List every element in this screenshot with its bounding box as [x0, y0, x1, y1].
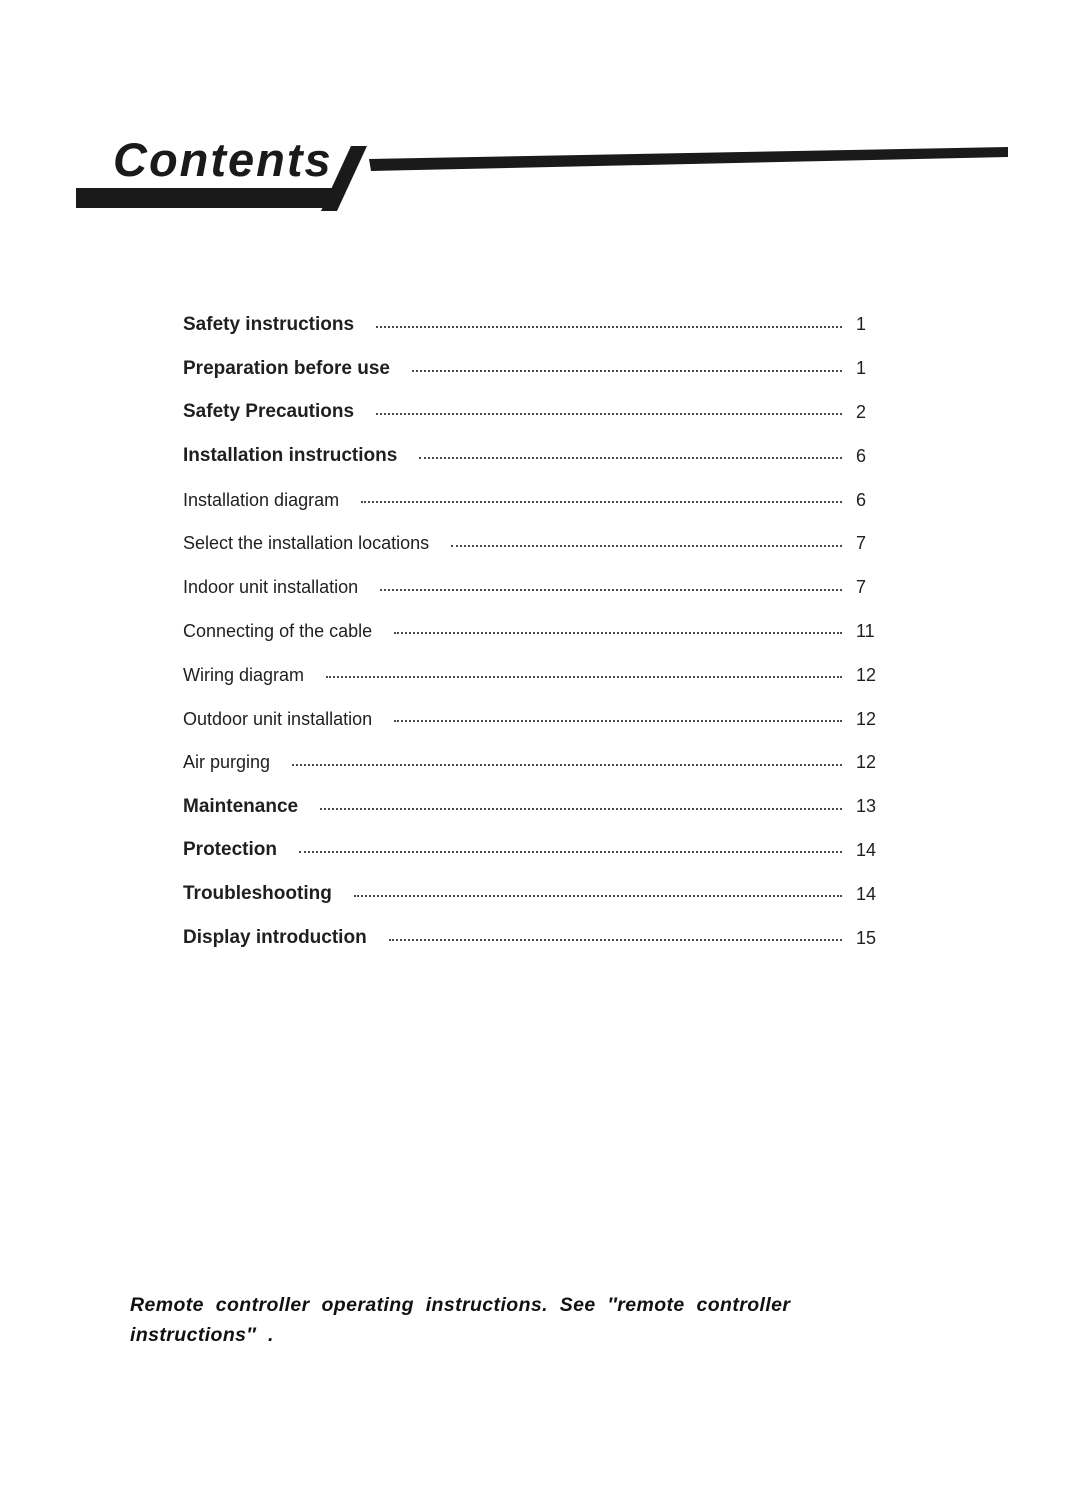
toc-entry-label: Wiring diagram	[183, 664, 305, 685]
toc-dot-leader	[292, 764, 842, 766]
toc-entry-page: 12	[856, 752, 877, 773]
toc-entry-page: 1	[856, 314, 867, 335]
toc-entry-page: 14	[856, 883, 877, 904]
footer-note-line1: Remote controller operating instructions. See ″remote controller	[130, 1294, 791, 1316]
toc-entry-page: 6	[856, 489, 867, 510]
toc-entry-label: Installation diagram	[183, 489, 340, 510]
toc-entry-label: Preparation before use	[183, 357, 390, 379]
header-decoration-lines	[0, 0, 1083, 240]
toc-entry	[183, 829, 890, 873]
toc-entry-page: 1	[856, 358, 867, 379]
toc-dot-leader	[320, 808, 842, 810]
toc-entry-label: Indoor unit installation	[183, 577, 359, 598]
toc-entry-label: Select the installation locations	[183, 533, 430, 554]
toc-entry	[183, 697, 890, 741]
toc-entry	[183, 566, 890, 610]
toc-list	[183, 303, 890, 960]
toc-entry	[183, 653, 890, 697]
contents-header	[0, 0, 1083, 240]
toc-entry-page: 2	[856, 401, 867, 422]
toc-entry-page: 14	[856, 839, 877, 860]
toc-dot-leader	[380, 589, 842, 591]
toc-entry-label: Installation instructions	[183, 445, 398, 467]
toc-entry	[183, 478, 890, 522]
toc-entry-label: Air purging	[183, 752, 271, 773]
page-title: Contents	[113, 133, 333, 186]
toc-entry-page: 13	[856, 796, 877, 817]
toc-entry-label: Display introduction	[183, 927, 367, 949]
toc-entry-page: 7	[856, 577, 867, 598]
toc-entry-label: Protection	[183, 839, 277, 861]
toc-entry	[183, 434, 890, 478]
toc-entry	[183, 741, 890, 785]
toc-entry-page: 7	[856, 533, 867, 554]
toc-dot-leader	[451, 545, 842, 547]
toc-dot-leader	[394, 632, 842, 634]
toc-entry	[183, 303, 890, 347]
toc-entry-page: 12	[856, 708, 877, 729]
toc-entry	[183, 522, 890, 566]
toc-entry-label: Maintenance	[183, 795, 299, 817]
toc-entry-label: Safety Precautions	[183, 401, 355, 423]
toc-dot-leader	[419, 457, 842, 459]
footer-note-line2: instructions″ .	[130, 1324, 274, 1347]
toc-dot-leader	[376, 326, 842, 328]
toc-dot-leader	[394, 720, 842, 722]
toc-dot-leader	[354, 895, 842, 897]
toc-entry	[183, 610, 890, 654]
toc-entry-label: Safety instructions	[183, 313, 355, 335]
footer-note	[130, 1290, 930, 1350]
toc-entry	[183, 391, 890, 435]
toc-entry-label: Troubleshooting	[183, 883, 332, 905]
toc-entry	[183, 872, 890, 916]
toc-dot-leader	[326, 676, 842, 678]
toc-entry-label: Outdoor unit installation	[183, 708, 373, 729]
toc-entry-page: 15	[856, 927, 877, 948]
toc-entry-page: 12	[856, 664, 877, 685]
toc-dot-leader	[299, 851, 842, 853]
toc-entry-page: 6	[856, 445, 867, 466]
toc-entry	[183, 785, 890, 829]
toc-dot-leader	[361, 501, 842, 503]
toc-dot-leader	[412, 370, 842, 372]
toc-entry	[183, 916, 890, 960]
toc-dot-leader	[389, 939, 842, 941]
toc-entry-label: Connecting of the cable	[183, 620, 373, 641]
toc-entry-page: 11	[856, 620, 875, 641]
toc-entry	[183, 347, 890, 391]
toc-dot-leader	[376, 413, 842, 415]
